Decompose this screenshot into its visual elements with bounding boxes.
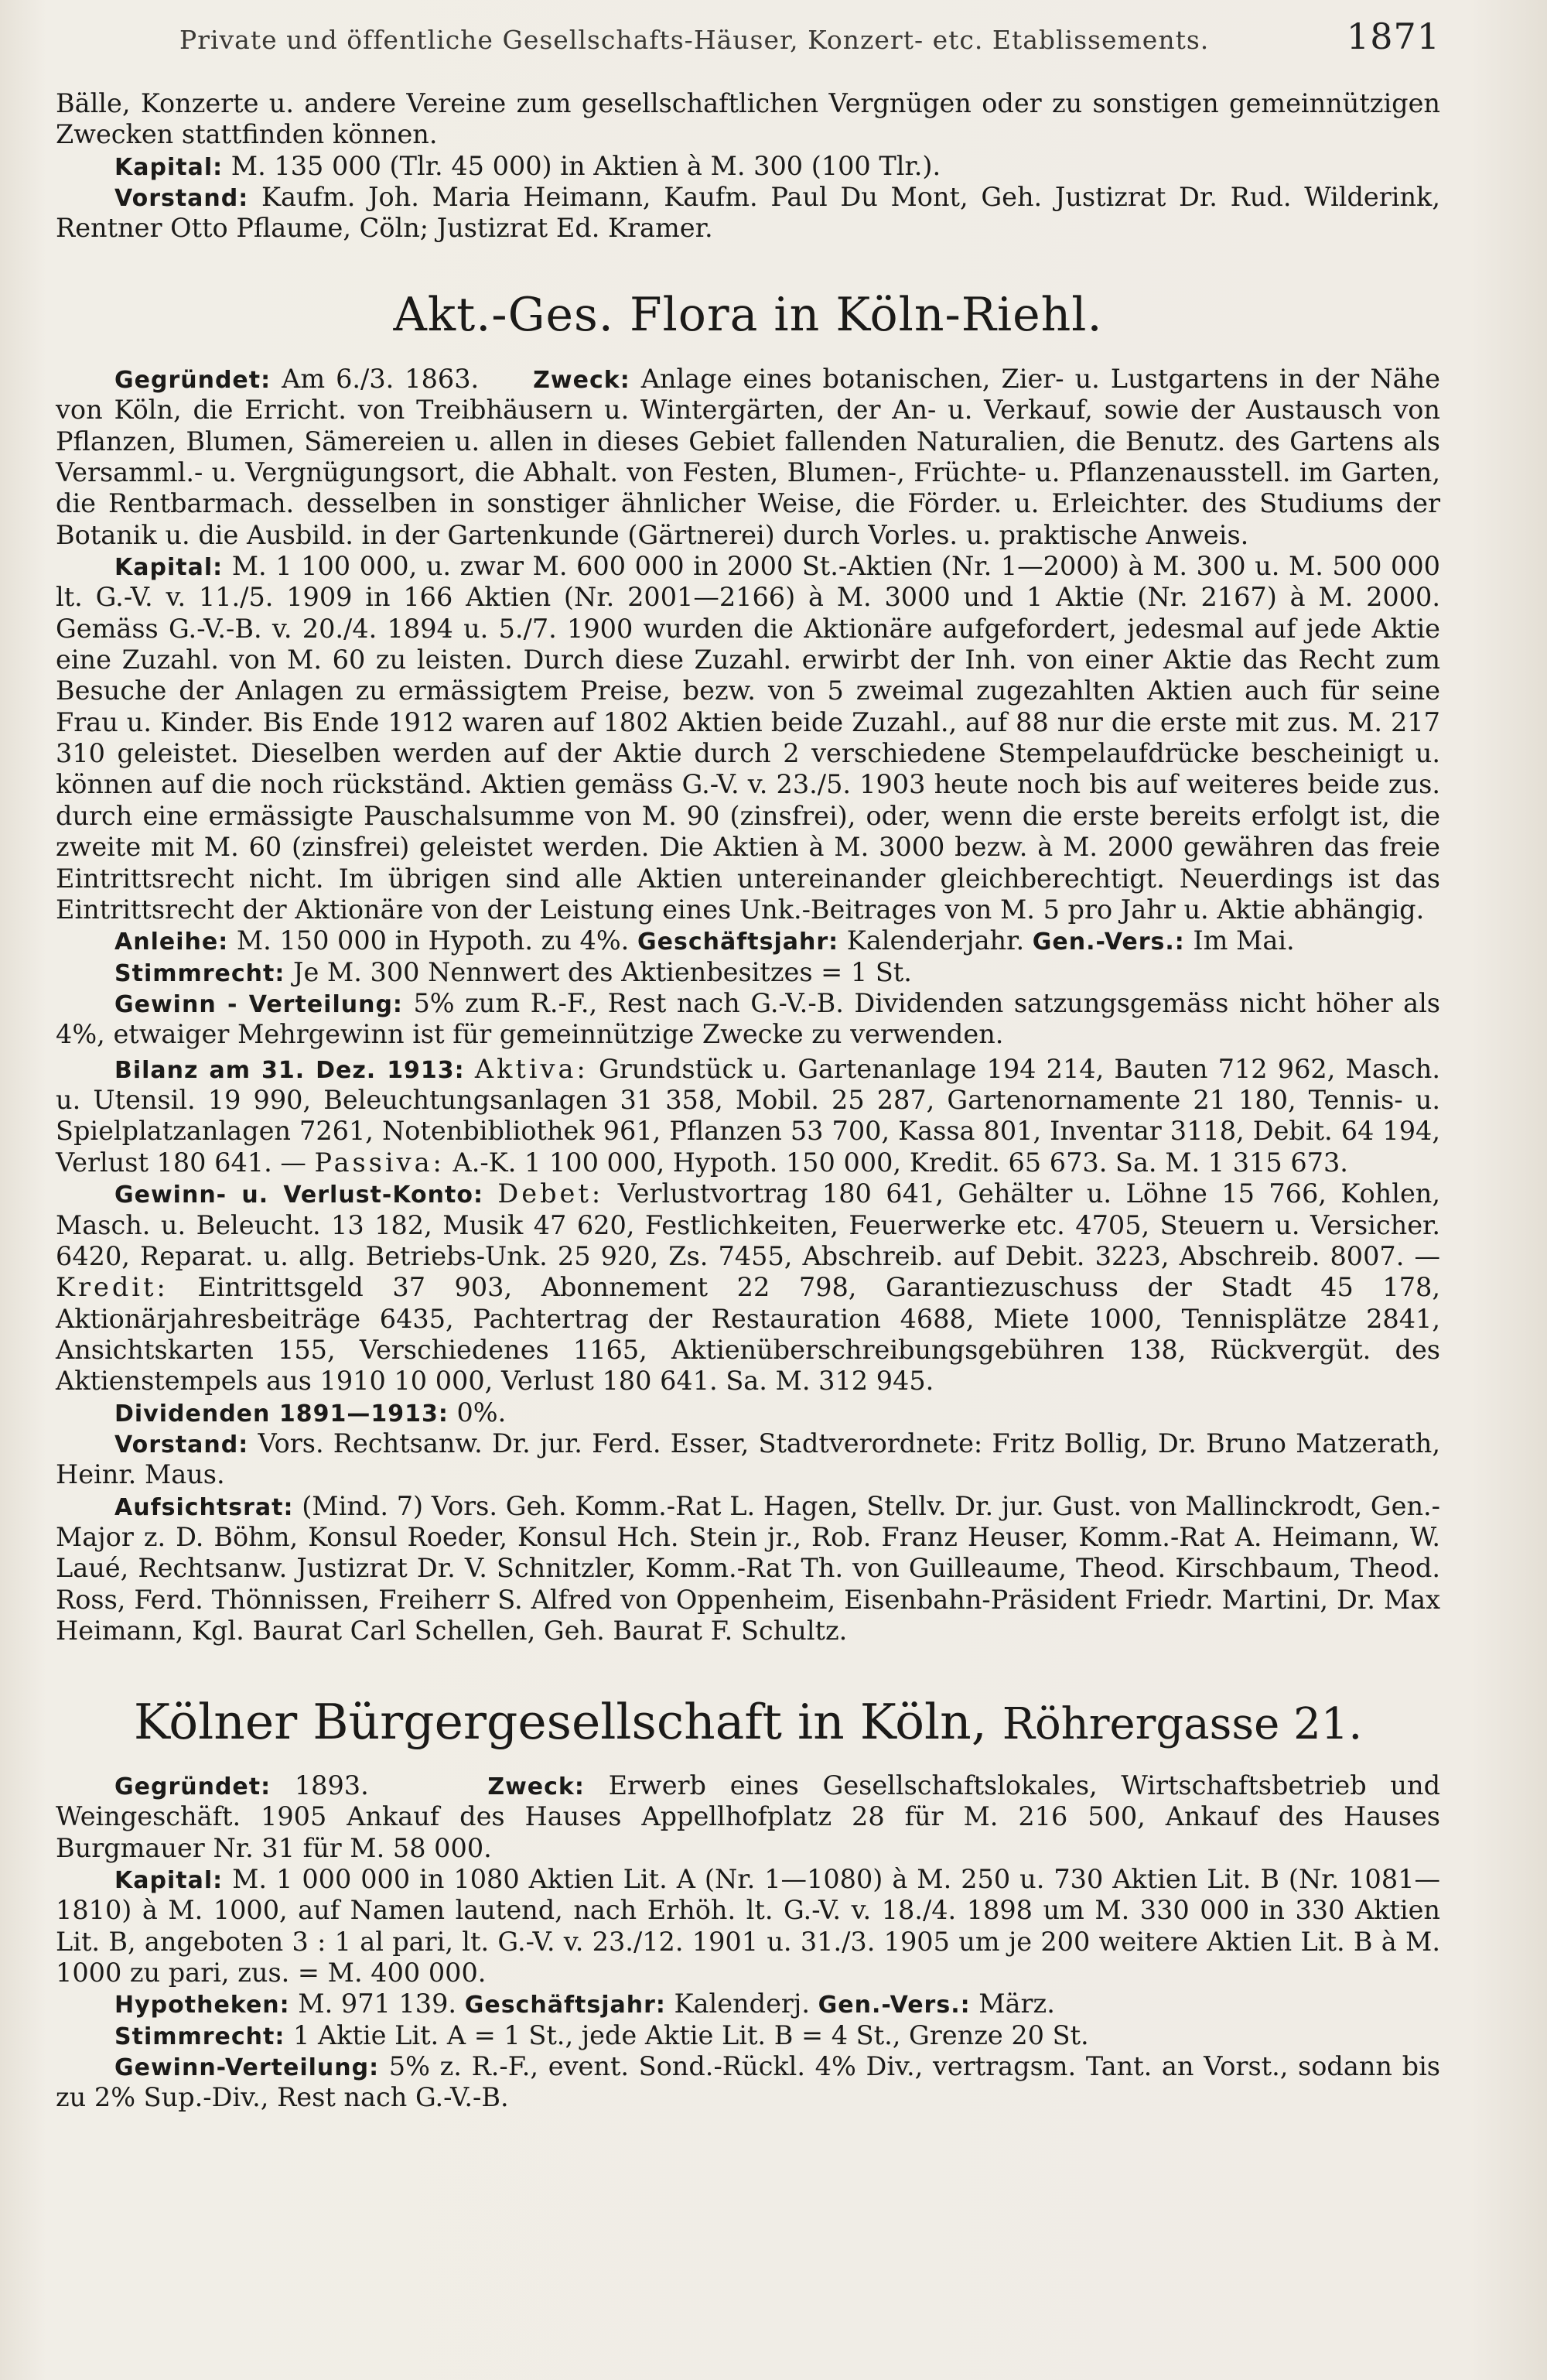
flora-heading: Akt.-Ges. Flora in Köln-Riehl. <box>393 287 1103 342</box>
flora-dividenden: Dividenden 1891—1913: 0%. <box>114 1397 507 1428</box>
koelner-kapital: Kapital: M. 1 000 000 in 1080 Aktien Lit. A (Nr. 1—1080) à M. 250 u. 730 Aktien Lit. B (Nr. 1081—1810) à M. 1000, auf Namen lautend, nach Erhöh. lt. G.-V. v. 18./4. 1898 um M. 330 000 in 330 Aktien Lit. B, angeboten 3 : 1 al pari, lt. G.-V. v. 23./12. 1901 u. 31./3. 1905 um je 200 weitere Aktien Lit. B à M. 1000 zu pari, zus. = M. 400 000. <box>56 1863 1441 1988</box>
page-number: 1871 <box>1346 15 1440 57</box>
running-title: Private und öffentliche Gesellschafts-Häuser, Konzert- etc. Etablissements. <box>179 25 1210 55</box>
koelner-gegruendet-zweck: Gegründet: 1893. Zweck: Erwerb eines Gesellschaftslokales, Wirtschaftsbetrieb und Weingeschäft. 1905 Ankauf des Hauses Appellhofplatz 28 für M. 216 500, Ankauf des Hauses Burgmauer Nr. 31 für M. 58 000. <box>56 1770 1441 1863</box>
koelner-hypotheken: Hypotheken: M. 971 139. Geschäftsjahr: Kalenderj. Gen.-Vers.: März. <box>114 1988 1055 2019</box>
running-header <box>56 15 1440 57</box>
intro-kapital: Kapital: M. 135 000 (Tlr. 45 000) in Aktien à M. 300 (100 Tlr.). <box>114 150 941 181</box>
flora-guv: Gewinn- u. Verlust-Konto: Debet: Verlustvortrag 180 641, Gehälter u. Löhne 15 766, Kohlen, Masch. u. Beleucht. 13 182, Musik 47 620, Festlichkeiten, Feuerwerke etc. 4705, Steuern u. Versicher. 6420, Reparat. u. allg. Betriebs-Unk. 25 920, Zs. 7455, Abschreib. auf Debit. 3223, Abschreib. 8007. — Kredit: Eintrittsgeld 37 903, Abonnement 22 798, Garantiezuschuss der Stadt 45 178, Aktionärjahresbeiträge 6435, Pachtertrag der Restauration 4688, Miete 1000, Tennisplätze 2841, Ansichtskarten 155, Verschiedenes 1165, Aktienüberschreibungsgebühren 138, Rückvergüt. des Aktienstempels aus 1910 10 000, Verlust 180 641. Sa. M. 312 945. <box>56 1178 1441 1397</box>
flora-bilanz: Bilanz am 31. Dez. 1913: Aktiva: Grundstück u. Gartenanlage 194 214, Bauten 712 962, Masch. u. Utensil. 19 990, Beleuchtungsanlagen 31 358, Mobil. 25 287, Gartenornamente 21 180, Tennis- u. Spielplatzanlagen 7261, Notenbibliothek 961, Pflanzen 53 700, Kassa 801, Inventar 3118, Debit. 64 194, Verlust 180 641. — Passiva: A.-K. 1 100 000, Hypoth. 150 000, Kredit. 65 673. Sa. M. 1 315 673. <box>56 1053 1441 1178</box>
flora-kapital: Kapital: M. 1 100 000, u. zwar M. 600 000 in 2000 St.-Aktien (Nr. 1—2000) à M. 300 u. M. 500 000 lt. G.-V. v. 11./5. 1909 in 166 Aktien (Nr. 2001—2166) à M. 3000 und 1 Aktie (Nr. 2167) à M. 2000. Gemäss G.-V.-B. v. 20./4. 1894 u. 5./7. 1900 wurden die Aktionäre aufgefordert, jedesmal auf jede Aktie eine Zuzahl. von M. 60 zu leisten. Durch diese Zuzahl. erwirbt der Inh. von einer Aktie das Recht zum Besuche der Anlagen zu ermässigtem Preise, bezw. von 5 zweimal zugezahlten Aktien auch für seine Frau u. Kinder. Bis Ende 1912 waren auf 1802 Aktien beide Zuzahl., auf 88 nur die erste mit zus. M. 217 310 geleistet. Dieselben werden auf der Aktie durch 2 verschiedene Stempelaufdrücke bescheinigt u. können auf die noch rückständ. Aktien gemäss G.-V. v. 23./5. 1903 heute noch bis auf weiteres beide zus. durch eine ermässigte Pauschalsumme von M. 90 (zinsfrei), oder, wenn die erste bereits erfolgt ist, die zweite mit M. 60 (zinsfrei) geleistet werden. Die Aktien à M. 3000 bezw. à M. 2000 gewähren das freie Eintrittsrecht nicht. Im übrigen sind alle Aktien untereinander gleichberechtigt. Neuerdings ist das Eintrittsrecht der Aktionäre von der Leistung eines Unk.-Beitrages von M. 5 pro Jahr u. Aktie abhängig. <box>56 550 1440 925</box>
koelner-gewinn: Gewinn-Verteilung: 5% z. R.-F., event. Sond.-Rückl. 4% Div., vertragsm. Tant. an Vorst., sodann bis zu 2% Sup.-Div., Rest nach G.-V.-B. <box>56 2051 1440 2113</box>
flora-vorstand: Vorstand: Vors. Rechtsanw. Dr. jur. Ferd. Esser, Stadtverordnete: Fritz Bollig, Dr. Bruno Matzerath, Heinr. Maus. <box>56 1428 1440 1490</box>
koelner-stimmrecht: Stimmrecht: 1 Aktie Lit. A = 1 St., jede Aktie Lit. B = 4 St., Grenze 20 St. <box>114 2019 1089 2050</box>
koelner-title-suffix: Röhrergasse 21. <box>1002 1698 1363 1749</box>
intro-vorstand: Vorstand: Kaufm. Joh. Maria Heimann, Kaufm. Paul Du Mont, Geh. Justizrat Dr. Rud. Wilderink, Rentner Otto Pflaume, Cöln; Justizrat Ed. Kramer. <box>56 182 1440 244</box>
intro-paragraph: Bälle, Konzerte u. andere Vereine zum gesellschaftlichen Vergnügen oder zu sonstigen gemeinnützigen Zwecken stattfinden können. <box>56 88 1440 150</box>
koelner-title: Kölner Bürgergesellschaft in Köln, <box>133 1693 987 1750</box>
flora-gewinn: Gewinn - Verteilung: 5% zum R.-F., Rest nach G.-V.-B. Dividenden satzungsgemäss nicht höher als 4%, etwaiger Mehrgewinn ist für gemeinnützige Zwecke zu verwenden. <box>56 987 1440 1050</box>
koelner-heading <box>56 1695 1440 1749</box>
flora-anleihe: Anleihe: M. 150 000 in Hypoth. zu 4%. Geschäftsjahr: Kalenderjahr. Gen.-Vers.: Im Mai. <box>114 925 1295 956</box>
flora-gegruendet-zweck: Gegründet: Am 6./3. 1863. Zweck: Anlage eines botanischen, Zier- u. Lustgartens in der Nähe von Köln, die Erricht. von Treibhäusern u. Wintergärten, der An- u. Verkauf, sowie der Austausch von Pflanzen, Blumen, Sämereien u. allen in dieses Gebiet fallenden Naturalien, die Benutz. des Gartens als Versamml.- u. Vergnügungsort, die Abhalt. von Festen, Blumen-, Früchte- u. Pflanzenausstell. im Garten, die Rentbarmach. desselben in sonstiger ähnlicher Weise, die Förder. u. Erleichter. des Studiums der Botanik u. die Ausbild. in der Gartenkunde (Gärtnerei) durch Vorles. u. praktische Anweis. <box>56 363 1440 550</box>
flora-stimmrecht: Stimmrecht: Je M. 300 Nennwert des Aktienbesitzes = 1 St. <box>114 956 912 987</box>
flora-aufsichtsrat: Aufsichtsrat: (Mind. 7) Vors. Geh. Komm.-Rat L. Hagen, Stellv. Dr. jur. Gust. von Mallinckrodt, Gen.-Major z. D. Böhm, Konsul Roeder, Konsul Hch. Stein jr., Rob. Franz Heuser, Komm.-Rat A. Heimann, W. Laué, Rechtsanw. Justizrat Dr. V. Schnitzler, Komm.-Rat Th. von Guilleaume, Theod. Kirschbaum, Theod. Ross, Ferd. Thönnissen, Freiherr S. Alfred von Oppenheim, Eisenbahn-Präsident Friedr. Martini, Dr. Max Heimann, Kgl. Baurat Carl Schellen, Geh. Baurat F. Schultz. <box>56 1490 1440 1647</box>
